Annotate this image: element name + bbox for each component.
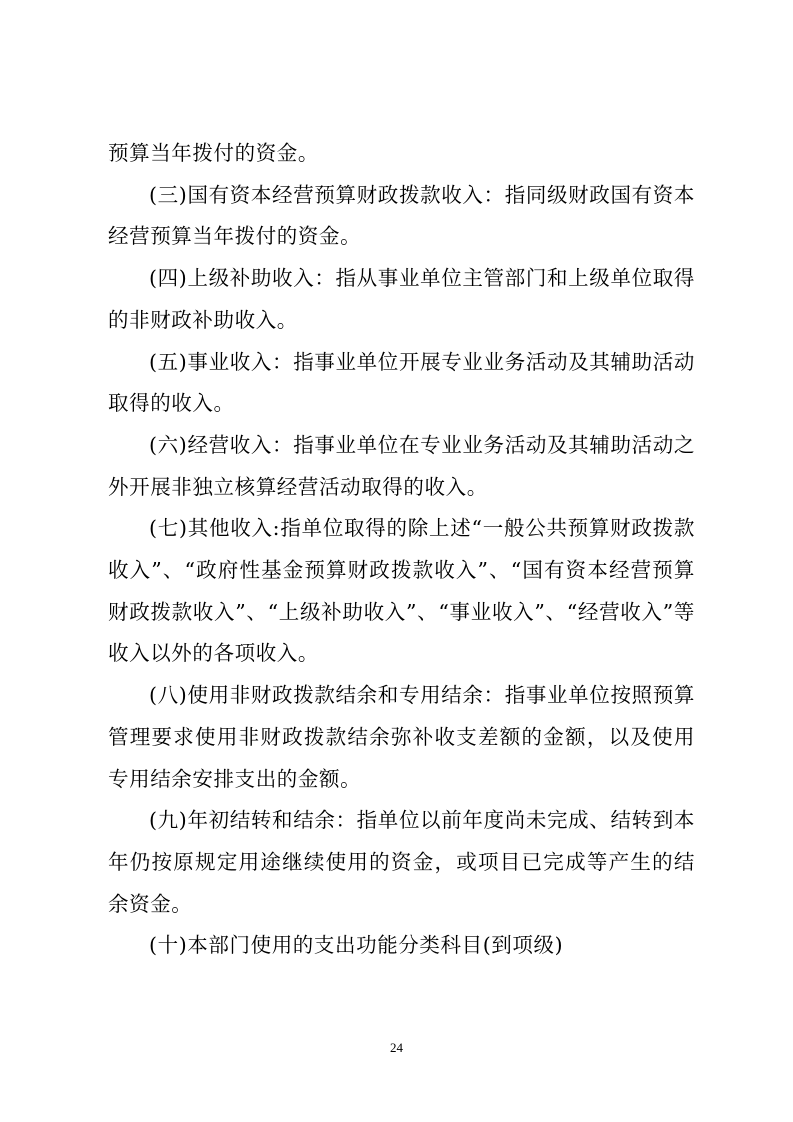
paragraph-item-8: (八)使用非财政拨款结余和专用结余：指事业单位按照预算管理要求使用非财政拨款结余弥补收支差额的金额，以及使用专用结余安排支出的金额。 xyxy=(108,683,695,791)
paragraph-item-9: (九)年初结转和结余：指单位以前年度尚未完成、结转到本年仍按原规定用途继续使用的资金，或项目已完成等产生的结余资金。 xyxy=(108,808,695,916)
paragraph-item-5: (五)事业收入：指事业单位开展专业业务活动及其辅助活动取得的收入。 xyxy=(108,349,695,416)
paragraph-item-6: (六)经营收入：指事业单位在专业业务活动及其辅助活动之外开展非独立核算经营活动取得的收入。 xyxy=(108,432,695,499)
paragraph-item-3: (三)国有资本经营预算财政拨款收入：指同级财政国有资本经营预算当年拨付的资金。 xyxy=(108,182,695,249)
paragraph-continuation: 预算当年拨付的资金。 xyxy=(108,141,319,165)
page-number: 24 xyxy=(390,1040,403,1055)
paragraph-item-4: (四)上级补助收入：指从事业单位主管部门和上级单位取得的非财政补助收入。 xyxy=(108,266,695,332)
paragraph-item-7: (七)其他收入:指单位取得的除上述“一般公共预算财政拨款收入”、“政府性基金预算财政拨款收入”、“国有资本经营预算财政拨款收入”、“上级补助收入”、“事业收入”、“经营收入”等收入以外的各项收入。 xyxy=(108,516,695,666)
paragraph-item-10: (十)本部门使用的支出功能分类科目(到项级) xyxy=(149,933,564,958)
body-text xyxy=(108,133,695,967)
